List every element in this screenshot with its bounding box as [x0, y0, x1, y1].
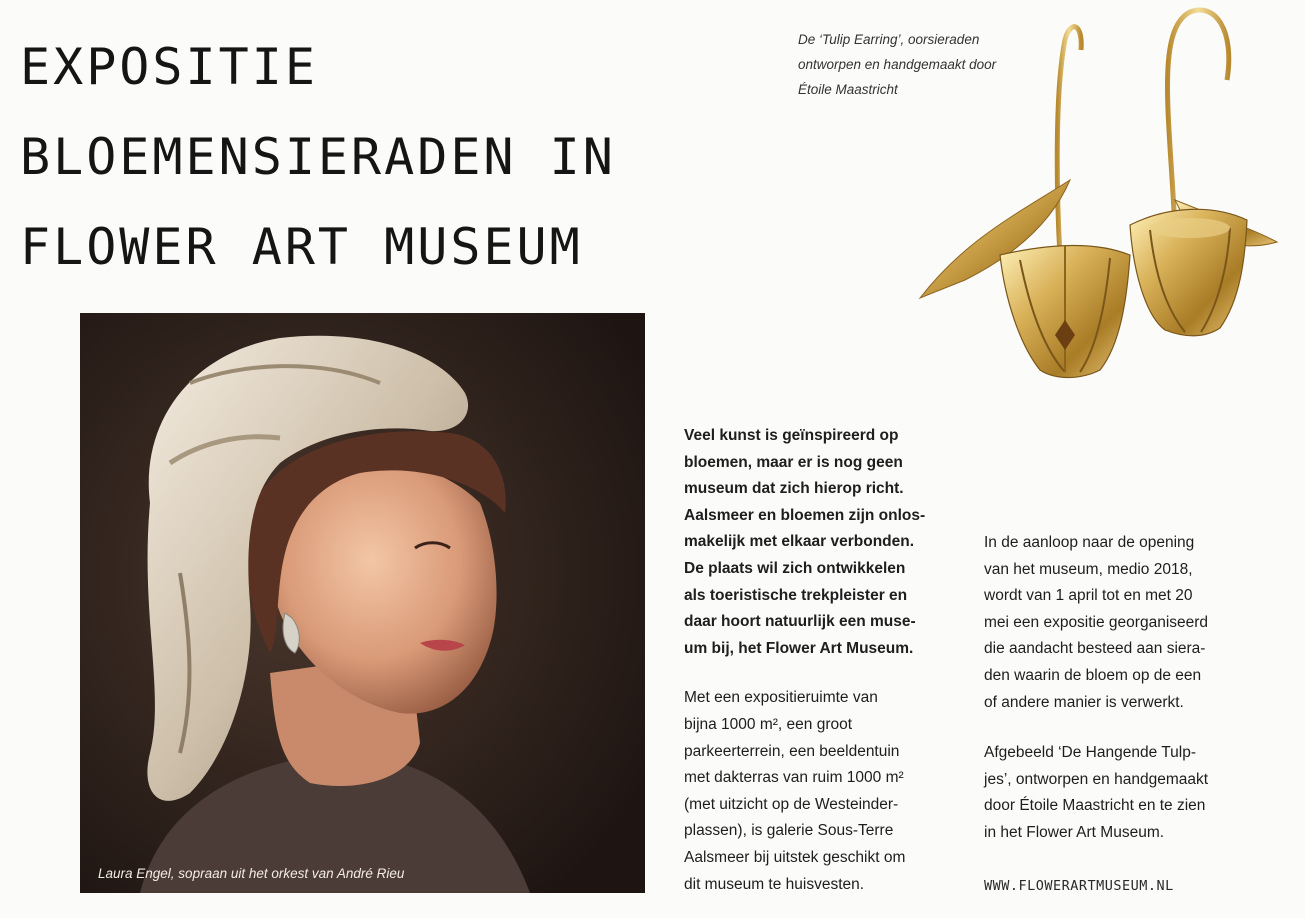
page-title: [20, 22, 616, 292]
intro-paragraph: Veel kunst is geïnspireerd op bloemen, maar er is nog geen museum dat zich hierop richt. Aalsmeer en bloemen zijn onlos- makelijk met elkaar verbonden. De plaats wil zich ontwikkelen als toeristische trekpleister en daar hoort natuurlijk een muse- um bij, het Flower Art Museum.: [684, 427, 926, 657]
website-link[interactable]: WWW.FLOWERARTMUSEUM.NL: [984, 878, 1174, 894]
body-paragraph-3: Afgebeeld ‘De Hangende Tulp- jes’, ontworpen en handgemaakt door Étoile Maastricht en te zien in het Flower Art Museum.: [984, 744, 1209, 841]
earring-caption: De ‘Tulip Earring’, oorsieraden ontworpen en handgemaakt door Étoile Maastricht: [798, 32, 997, 97]
portrait-image: [80, 313, 645, 893]
portrait-caption: Laura Engel, sopraan uit het orkest van André Rieu: [98, 866, 405, 881]
body-paragraph-1: Met een expositieruimte van bijna 1000 m², een groot parkeerterrein, een beeldentuin met dakterras van ruim 1000 m² (met uitzicht op de Westeinder- plassen), is galerie Sous-Terre Aalsmeer bij uitstek geschikt om dit museum te huisvesten.: [684, 689, 906, 893]
gold-tulip-earrings-image: [905, 0, 1305, 395]
article-column-2: [984, 530, 1264, 847]
body-paragraph-2: In de aanloop naar de opening van het museum, medio 2018, wordt van 1 april tot en met 20 mei een expositie georganiseerd die aandacht besteed aan siera- den waarin de bloem op de een of andere manier is verwerkt.: [984, 534, 1209, 711]
title-line-1: EXPOSITIE: [20, 38, 318, 96]
article-column-1: [684, 423, 964, 898]
title-line-3: FLOWER ART MUSEUM: [20, 218, 583, 276]
title-line-2: BLOEMENSIERADEN IN: [20, 128, 616, 186]
